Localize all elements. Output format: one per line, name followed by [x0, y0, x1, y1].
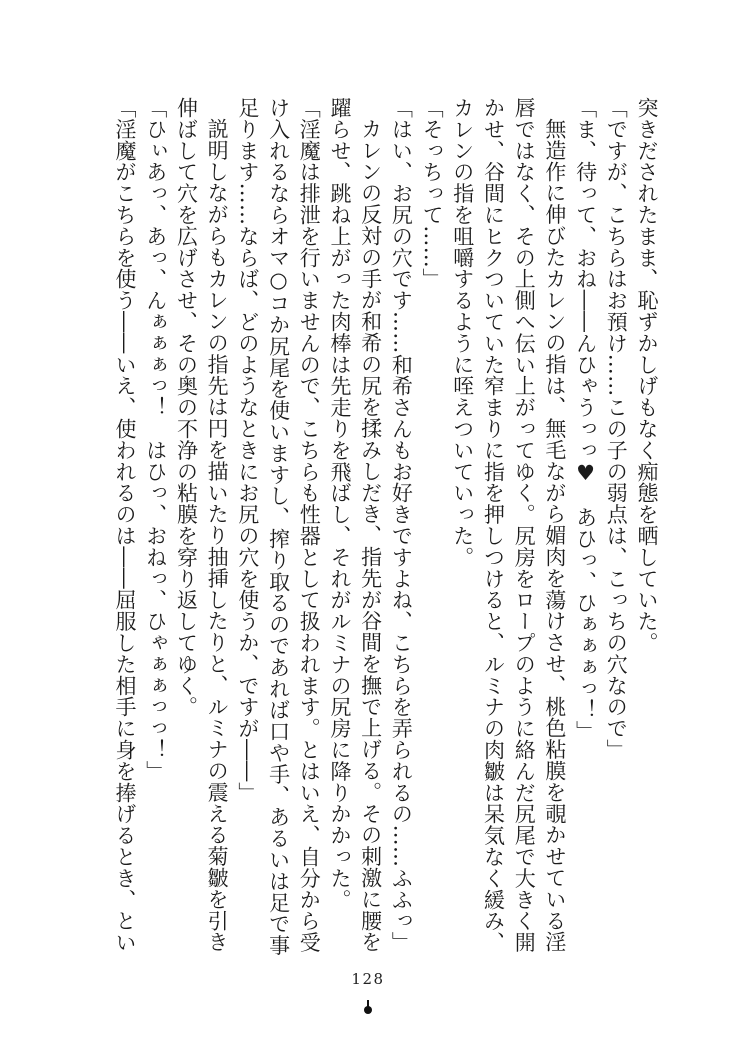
- ornament-dot: [364, 1006, 372, 1014]
- text-line-10: カレンの反対の手が和希の尻を揉みしだき、指先が谷間を撫で上げる。その刺激に腰を: [358, 118, 383, 953]
- text-line-8: 「そっちって……」: [420, 97, 445, 290]
- text-line-3: 「ま、待って、おね――んひゃうっっ♥ あひっ、ひぁぁぁっ！」: [573, 97, 598, 742]
- text-line-9: 「はい、お尻の穴です……和希さんもお好きですよね、こちらを弄られるの……ふふっ」: [389, 97, 414, 953]
- text-line-1: 突きだされたまま、恥ずかしげもなく痴態を晒していた。: [635, 97, 659, 654]
- text-line-12: 「淫魔は排泄を行いませんので、こちらも性器として扱われます。とはいえ、自分から受: [297, 97, 322, 953]
- text-line-2: 「ですが、こちらはお預け……この子の弱点は、こっちの穴なので」: [604, 97, 629, 761]
- text-line-13: け入れるならオマ○コか尻尾を使いますし、搾り取るのであれば口や手、あるいは足で事: [266, 97, 291, 956]
- text-line-17: 「ひぃあっ、あっ、んぁぁぁっ！ はひっ、おねっ、ひゃぁぁっっ！」: [143, 97, 168, 782]
- page-footer: [0, 970, 736, 988]
- text-line-4: 無造作に伸びたカレンの指は、無毛ながら媚肉を蕩けさせ、桃色粘膜を覗かせている淫: [542, 118, 567, 953]
- text-line-15: 説明しながらもカレンの指先は円を描いたり抽挿したりと、ルミナの震える菊皺を引き: [205, 118, 230, 953]
- text-line-5: 唇ではなく、その上側へ伝い上がってゆく。尻房をロープのように絡んだ尻尾で大きく開: [512, 97, 537, 953]
- text-line-11: 躍らせ、跳ね上がった肉棒は先走りを飛ばし、それがルミナの尻房に降りかかった。: [327, 97, 352, 911]
- text-line-14: 足ります……ならば、どのようなときにお尻の穴を使うか、ですが――」: [235, 97, 260, 804]
- text-line-18: 「淫魔がこちらを使う――いえ、使われるのは――屈服した相手に身を捧げるとき、とい: [113, 97, 138, 953]
- text-line-6: かせ、谷間にヒクついていた窄まりに指を押しつけると、ルミナの肉皺は呆気なく緩み、: [481, 97, 506, 953]
- footer-ornament-icon: [363, 1000, 373, 1016]
- text-line-7: カレンの指を咀嚼するように咥えついていった。: [450, 97, 475, 568]
- page-number: 128: [351, 970, 385, 988]
- text-line-16: 伸ばして穴を広げさせ、その奥の不浄の粘膜を穿り返してゆく。: [174, 97, 199, 718]
- vertical-text-block: [109, 97, 662, 959]
